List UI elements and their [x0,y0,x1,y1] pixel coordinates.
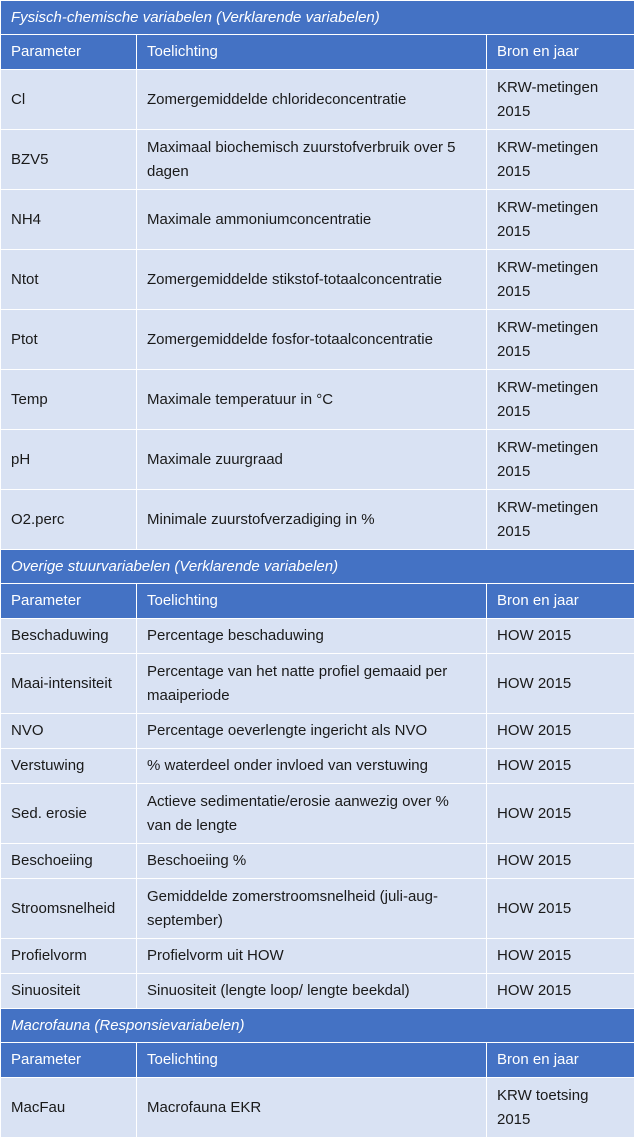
cell-parameter: Beschoeiing [1,844,137,879]
cell-toelichting: % waterdeel onder invloed van verstuwing [137,749,487,784]
cell-parameter: Maai-intensiteit [1,654,137,714]
section-title: Overige stuurvariabelen (Verklarende variabelen) [1,550,635,584]
cell-toelichting: Percentage beschaduwing [137,619,487,654]
cell-bron: KRW-metingen 2015 [487,250,635,310]
section-title-row [1,1009,635,1043]
cell-toelichting: Beschoeiing % [137,844,487,879]
cell-toelichting: Gemiddelde zomerstroomsnelheid (juli-aug-september) [137,879,487,939]
table-row [1,844,635,879]
table-row [1,250,635,310]
header-toelichting: Toelichting [137,35,487,70]
cell-bron: KRW-metingen 2015 [487,70,635,130]
cell-toelichting: Zomergemiddelde chlorideconcentratie [137,70,487,130]
cell-bron: KRW-metingen 2015 [487,130,635,190]
cell-toelichting: Minimale zuurstofverzadiging in % [137,490,487,550]
table-row [1,310,635,370]
cell-bron: HOW 2015 [487,749,635,784]
table-row [1,784,635,844]
cell-bron: HOW 2015 [487,974,635,1009]
table-row [1,430,635,490]
cell-toelichting: Maximale ammoniumconcentratie [137,190,487,250]
cell-parameter: Profielvorm [1,939,137,974]
header-parameter: Parameter [1,35,137,70]
cell-bron: HOW 2015 [487,619,635,654]
section-title: Macrofauna (Responsievariabelen) [1,1009,635,1043]
table-row [1,619,635,654]
cell-parameter: O2.perc [1,490,137,550]
cell-toelichting: Percentage van het natte profiel gemaaid per maaiperiode [137,654,487,714]
cell-parameter: Verstuwing [1,749,137,784]
cell-bron: HOW 2015 [487,844,635,879]
cell-bron: KRW-metingen 2015 [487,430,635,490]
cell-toelichting: Maximale temperatuur in °C [137,370,487,430]
cell-parameter: BZV5 [1,130,137,190]
cell-parameter: Sed. erosie [1,784,137,844]
header-toelichting: Toelichting [137,584,487,619]
header-parameter: Parameter [1,1043,137,1078]
cell-toelichting: Zomergemiddelde stikstof-totaalconcentratie [137,250,487,310]
cell-bron: HOW 2015 [487,654,635,714]
cell-bron: HOW 2015 [487,784,635,844]
cell-parameter: NVO [1,714,137,749]
table-row [1,749,635,784]
header-row [1,35,635,70]
cell-toelichting: Sinuositeit (lengte loop/ lengte beekdal) [137,974,487,1009]
header-parameter: Parameter [1,584,137,619]
table-row [1,70,635,130]
cell-parameter: NH4 [1,190,137,250]
cell-parameter: pH [1,430,137,490]
cell-bron: KRW toetsing 2015 [487,1078,635,1138]
cell-toelichting: Maximaal biochemisch zuurstofverbruik over 5 dagen [137,130,487,190]
cell-bron: HOW 2015 [487,714,635,749]
table-row [1,879,635,939]
cell-parameter: Sinuositeit [1,974,137,1009]
header-bron: Bron en jaar [487,35,635,70]
header-bron: Bron en jaar [487,584,635,619]
table-row [1,370,635,430]
cell-bron: HOW 2015 [487,879,635,939]
table-row [1,130,635,190]
cell-parameter: Temp [1,370,137,430]
header-toelichting: Toelichting [137,1043,487,1078]
header-row [1,584,635,619]
header-row [1,1043,635,1078]
header-bron: Bron en jaar [487,1043,635,1078]
cell-bron: KRW-metingen 2015 [487,190,635,250]
cell-parameter: Stroomsnelheid [1,879,137,939]
section-title-row [1,550,635,584]
cell-bron: KRW-metingen 2015 [487,370,635,430]
cell-parameter: Ntot [1,250,137,310]
cell-bron: KRW-metingen 2015 [487,310,635,370]
cell-parameter: Cl [1,70,137,130]
cell-toelichting: Actieve sedimentatie/erosie aanwezig over % van de lengte [137,784,487,844]
cell-toelichting: Maximale zuurgraad [137,430,487,490]
table-row [1,1078,635,1138]
section-title-row [1,1,635,35]
cell-parameter: Beschaduwing [1,619,137,654]
table-row [1,714,635,749]
cell-bron: KRW-metingen 2015 [487,490,635,550]
table-row [1,974,635,1009]
cell-toelichting: Macrofauna EKR [137,1078,487,1138]
cell-parameter: Ptot [1,310,137,370]
table-row [1,490,635,550]
cell-toelichting: Profielvorm uit HOW [137,939,487,974]
cell-toelichting: Zomergemiddelde fosfor-totaalconcentratie [137,310,487,370]
table-row [1,939,635,974]
section-title: Fysisch-chemische variabelen (Verklarende variabelen) [1,1,635,35]
cell-toelichting: Percentage oeverlengte ingericht als NVO [137,714,487,749]
table-row [1,654,635,714]
table-row [1,190,635,250]
cell-parameter: MacFau [1,1078,137,1138]
cell-bron: HOW 2015 [487,939,635,974]
